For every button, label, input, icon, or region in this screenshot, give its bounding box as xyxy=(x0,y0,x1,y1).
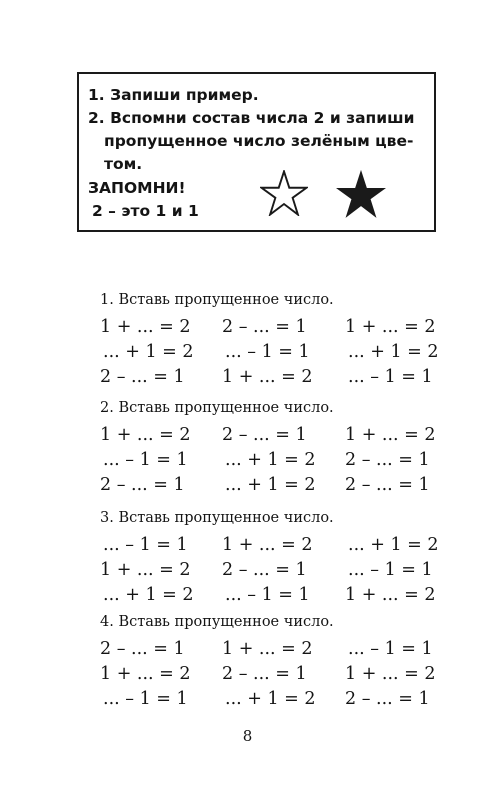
instruction-box xyxy=(77,72,436,232)
star-filled-icon xyxy=(336,170,386,218)
remember-fact: 2 – это 1 и 1 xyxy=(92,202,199,220)
equation: ... – 1 = 1 xyxy=(348,367,433,387)
equation: 2 – ... = 1 xyxy=(345,689,430,709)
equation: 2 – ... = 1 xyxy=(100,639,185,659)
task-title: 1. Вставь пропущенное число. xyxy=(100,292,334,308)
equation: 2 – ... = 1 xyxy=(345,450,430,470)
equation: ... – 1 = 1 xyxy=(225,342,310,362)
equation: 2 – ... = 1 xyxy=(100,475,185,495)
equation: ... + 1 = 2 xyxy=(225,689,316,709)
equation: ... – 1 = 1 xyxy=(103,689,188,709)
equation: 1 + ... = 2 xyxy=(345,585,436,605)
equation: ... – 1 = 1 xyxy=(225,585,310,605)
equation: 1 + ... = 2 xyxy=(222,639,313,659)
task-title: 2. Вставь пропущенное число. xyxy=(100,400,334,416)
instruction-2: 2. Вспомни состав числа 2 и запиши xyxy=(88,109,415,127)
equation: 1 + ... = 2 xyxy=(100,560,191,580)
equation: ... – 1 = 1 xyxy=(348,639,433,659)
equation: 1 + ... = 2 xyxy=(345,664,436,684)
equation: ... + 1 = 2 xyxy=(225,475,316,495)
equation: ... + 1 = 2 xyxy=(103,585,194,605)
equation: ... – 1 = 1 xyxy=(103,535,188,555)
equation: 1 + ... = 2 xyxy=(222,535,313,555)
instruction-2-end: том. xyxy=(104,155,143,173)
equation: 1 + ... = 2 xyxy=(345,425,436,445)
equation: ... – 1 = 1 xyxy=(348,560,433,580)
equation: 1 + ... = 2 xyxy=(100,425,191,445)
equation: 1 + ... = 2 xyxy=(100,664,191,684)
equation: 1 + ... = 2 xyxy=(222,367,313,387)
equation: 2 – ... = 1 xyxy=(100,367,185,387)
equation: ... + 1 = 2 xyxy=(348,342,439,362)
instruction-1: 1. Запиши пример. xyxy=(88,86,259,104)
task-title: 4. Вставь пропущенное число. xyxy=(100,614,334,630)
instruction-2-continued: пропущенное число зелёным цве- xyxy=(104,132,414,150)
equation: 2 – ... = 1 xyxy=(222,664,307,684)
equation: 1 + ... = 2 xyxy=(345,317,436,337)
equation: 2 – ... = 1 xyxy=(222,560,307,580)
task-title: 3. Вставь пропущенное число. xyxy=(100,510,334,526)
equation: 2 – ... = 1 xyxy=(222,317,307,337)
equation: ... – 1 = 1 xyxy=(103,450,188,470)
equation: ... + 1 = 2 xyxy=(225,450,316,470)
equation: 2 – ... = 1 xyxy=(222,425,307,445)
page-number: 8 xyxy=(242,727,253,745)
equation: ... + 1 = 2 xyxy=(103,342,194,362)
equation: ... + 1 = 2 xyxy=(348,535,439,555)
remember-heading: ЗАПОМНИ! xyxy=(88,179,186,197)
equation: 1 + ... = 2 xyxy=(100,317,191,337)
equation: 2 – ... = 1 xyxy=(345,475,430,495)
star-outline-icon xyxy=(260,170,308,216)
